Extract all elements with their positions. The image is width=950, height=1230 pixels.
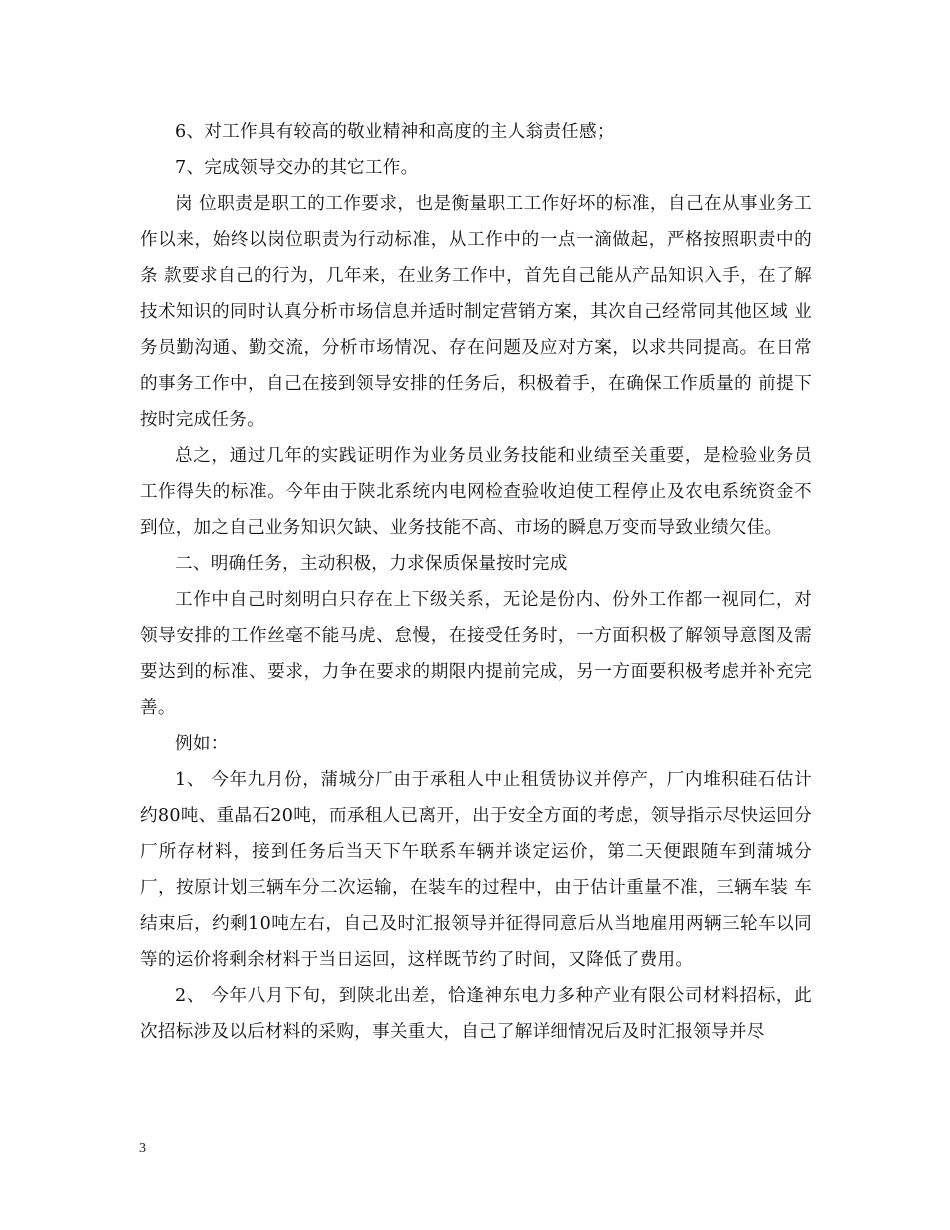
paragraph-duty-7: 7、完成领导交办的其它工作。 [175,158,419,178]
paragraph-summary: 总之，通过几年的实践证明作为业务员业务技能和业绩至关重要，是检验业务员工作得失的标准。今年由于陕北系统内电网检查验收迫使工程停止及农电系统资金不到位，加之自己业务知识欠缺、业务技能不高、市场的瞬息万变而导致业绩欠佳。 [140,446,812,538]
page-number: 3 [139,1141,146,1156]
paragraph-example-intro: 例如： [175,734,229,754]
paragraph-work-attitude: 工作中自己时刻明白只存在上下级关系，无论是份内、份外工作都一视同仁，对领导安排的工作丝毫不能马虎、怠慢，在接受任务时，一方面积极了解领导意图及需要达到的标准、要求，力争在要求的期限内提前完成，另一方面要积极考虑并补充完善。 [140,590,812,718]
section-heading-2: 二、明确任务，主动积极，力求保质保量按时完成 [175,554,568,574]
paragraph-job-responsibility: 岗 位职责是职工的工作要求，也是衡量职工工作好坏的标准，自己在从事业务工作以来，始终以岗位职责为行动标准，从工作中的一点一滴做起，严格按照职责中的条 款要求自己的行为，几年来，在业务工作中，首先自己能从产品知识入手，在了解技术知识的同时认真分析市场信息并适时制定营销方案，其次自己经常同其他区域 业务员勤沟通、勤交流，分析市场情况、存在问题及应对方案，以求共同提高。在日常的事务工作中，自己在接到领导安排的任务后，积极着手，在确保工作质量的 前提下按时完成任务。 [140,194,812,430]
paragraph-duty-6: 6、对工作具有较高的敬业精神和高度的主人翁责任感； [175,122,615,142]
paragraph-example-2: 2、 今年八月下旬，到陕北出差，恰逢神东电力多种产业有限公司材料招标，此次招标涉及以后材料的采购，事关重大，自己了解详细情况后及时汇报领导并尽 [140,986,812,1042]
document-body [140,114,812,1050]
paragraph-example-1: 1、 今年九月份，蒲城分厂由于承租人中止租赁协议并停产，厂内堆积硅石估计约80吨、重晶石20吨，而承租人已离开，出于安全方面的考虑，领导指示尽快运回分 厂所存材料，接到任务后当天下午联系车辆并谈定运价，第二天便跟随车到蒲城分厂，按原计划三辆车分二次运输，在装车的过程中，由于估计重量不准，三辆车装 车结束后，约剩10吨左右，自己及时汇报领导并征得同意后从当地雇用两辆三轮车以同等的运价将剩余材料于当日运回，这样既节约了时间，又降低了费用。 [140,770,812,970]
